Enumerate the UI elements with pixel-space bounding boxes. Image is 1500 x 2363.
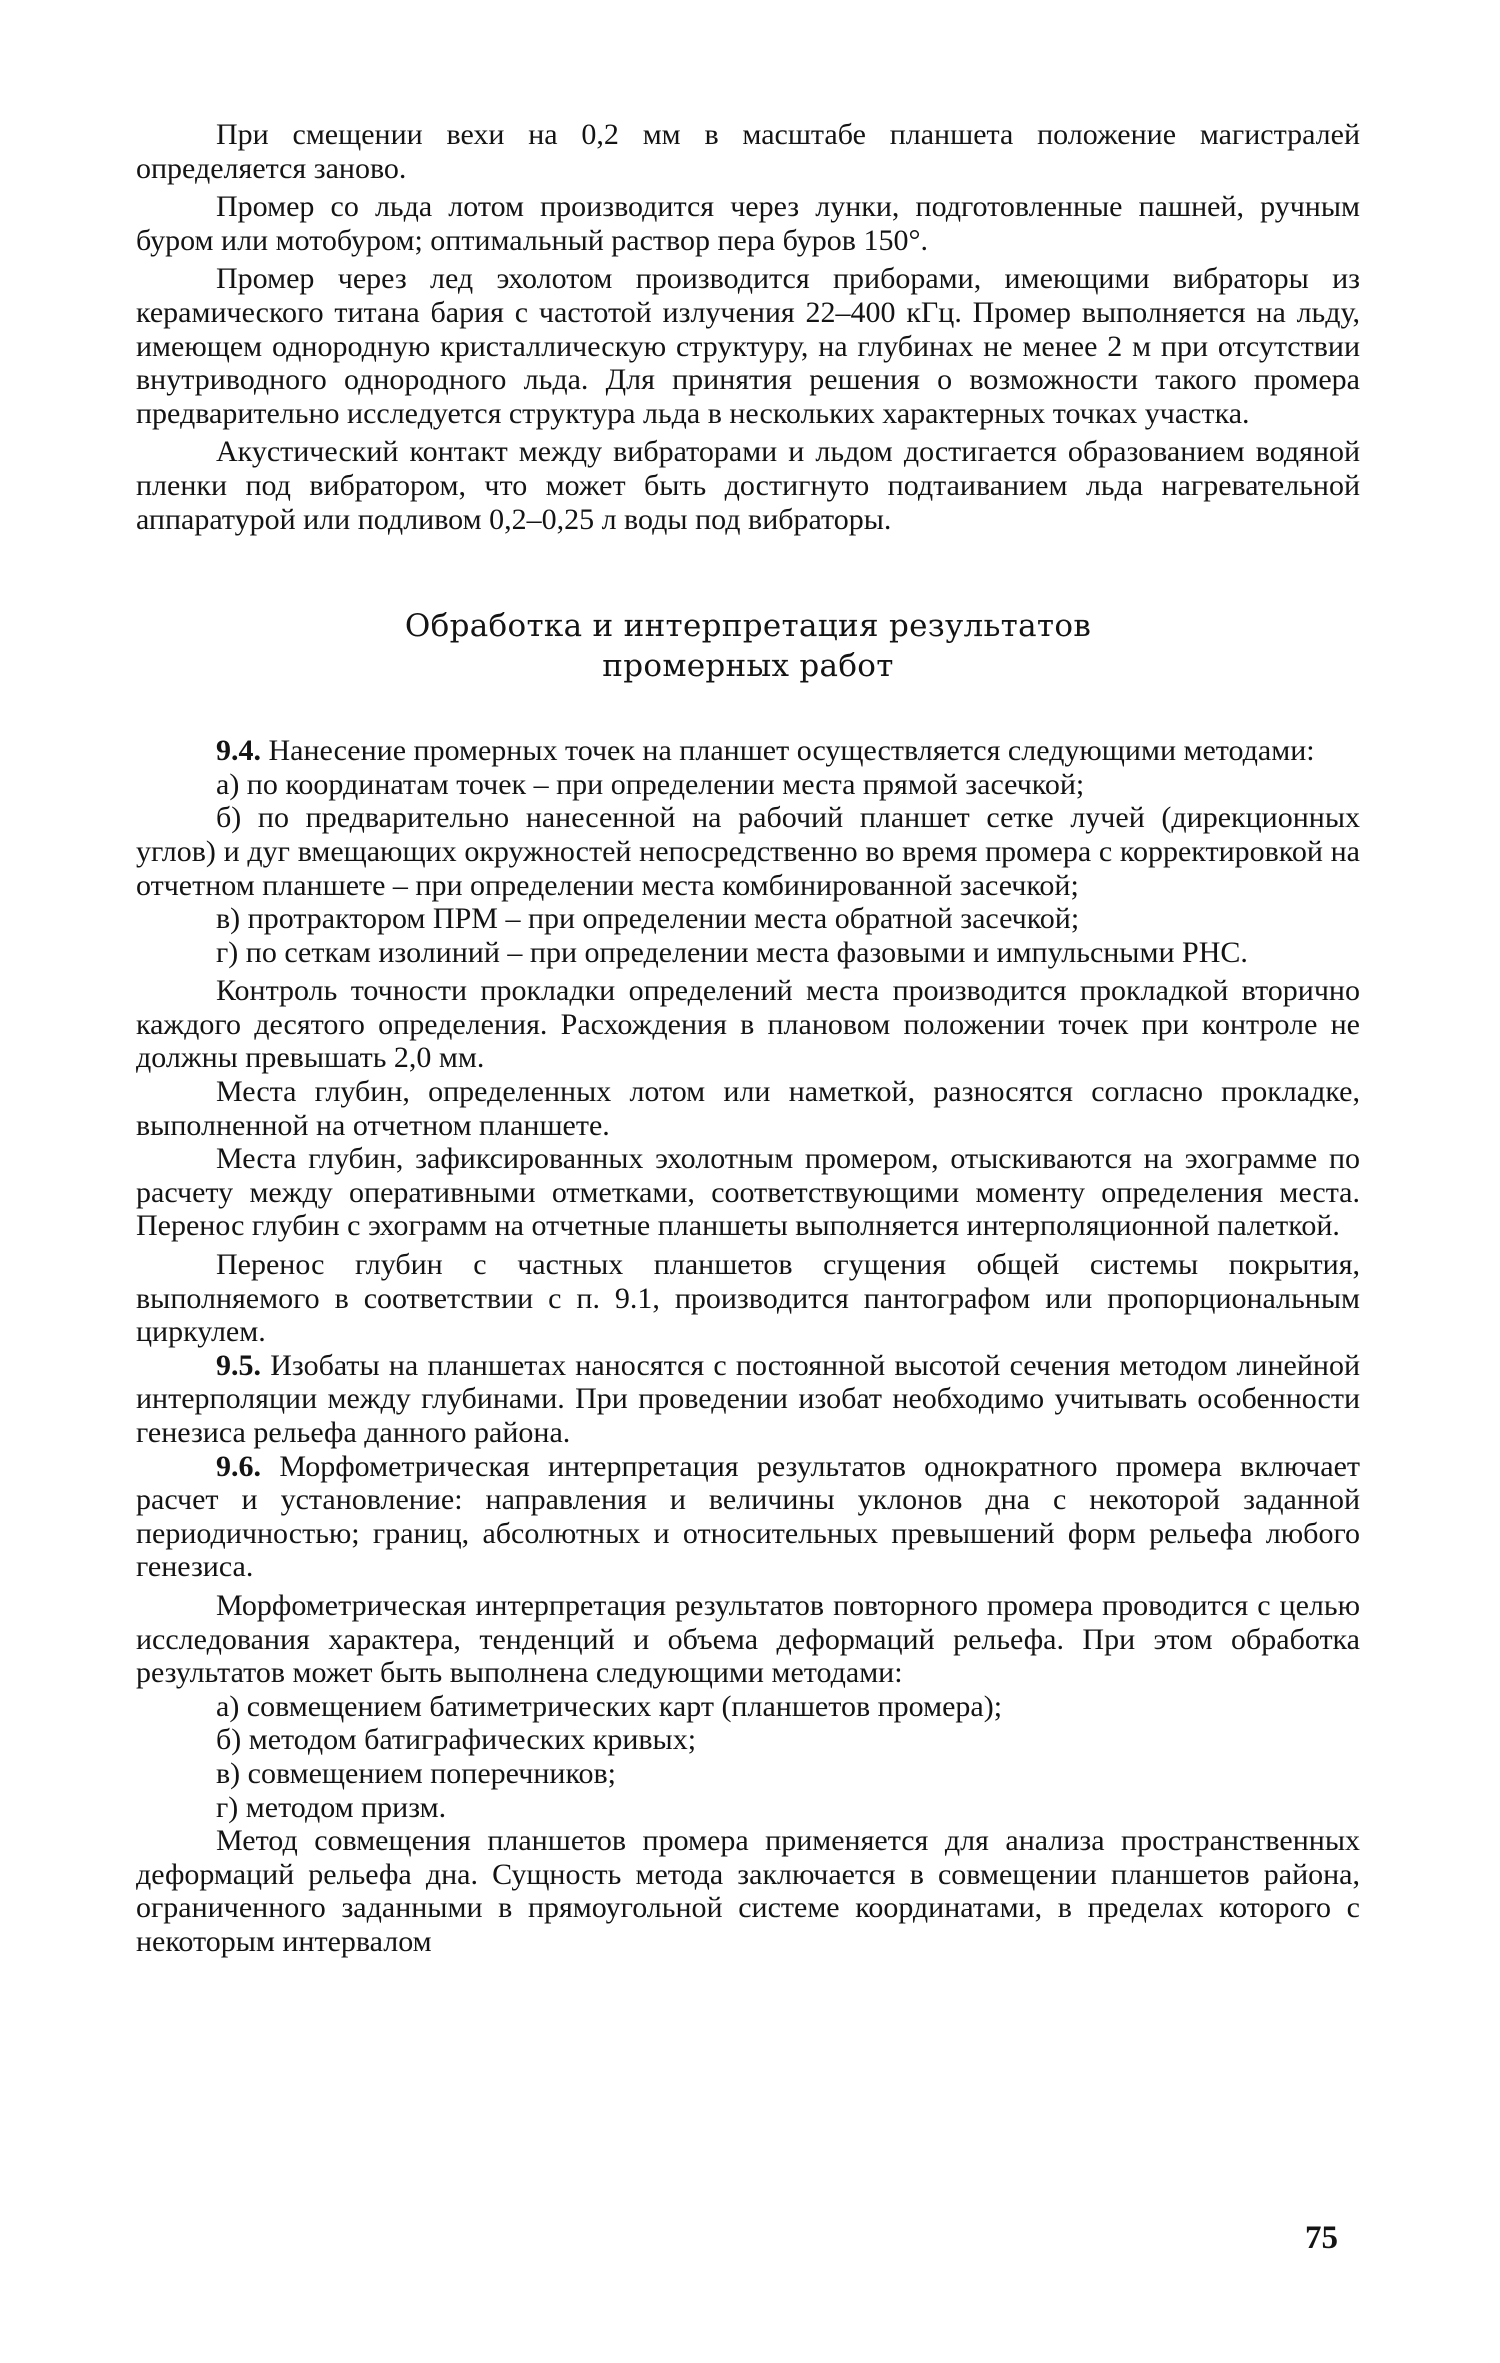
heading-line-2: промерных работ (602, 648, 894, 685)
list-item-9-6-c: в) совмещением поперечников; (216, 1756, 616, 1790)
clause-number-9-4: 9.4. (216, 734, 261, 768)
paragraph-repeat-sounding: Морфометрическая интерпретация результатов повторного промера проводится с целью исследования характера, тенденций и объема деформаций рельефа. При этом обработка результатов может быть выполнена следующими методами: (136, 1588, 1360, 1690)
paragraph-shift: При смещении вехи на 0,2 мм в масштабе планшета положение магистралей определяется заново. (136, 118, 1360, 185)
paragraph-overlay-method: Метод совмещения планшетов промера применяется для анализа пространственных деформаций рельефа дна. Сущность метода заключается в совмещении планшетов района, ограниченного заданными в прямоугольной системе координатами, в пределах которого с некоторым интервалом (136, 1824, 1360, 1958)
list-item-9-4-b: б) по предварительно нанесенной на рабочий планшет сетке лучей (дирекционных углов) и дуг вмещающих окружностей непосредственно во время промера с корректировкой на отчетном планшете – при определении места комбинированной засечкой; (136, 801, 1360, 902)
paragraph-control-accuracy: Контроль точности прокладки определений места производится прокладкой вторично каждого десятого определения. Расхождения в плановом положении точек при контроле не должны превышать 2,0 мм. (136, 974, 1360, 1075)
list-item-9-4-c: в) протрактором ПРМ – при определении места обратной засечкой; (216, 902, 1080, 936)
clause-text-9-6: Морфометрическая интерпретация результатов однократного промера включает расчет и установление: направления и величины уклонов дна с некоторой заданной периодичностью; границ, абсолютных и относительных превышений форм рельефа любого генезиса. (136, 1449, 1360, 1584)
list-item-9-6-a: а) совмещением батиметрических карт (планшетов промера); (216, 1689, 1003, 1723)
list-item-9-6-d: г) методом призм. (216, 1790, 447, 1824)
page-body (136, 118, 1360, 1959)
section-heading (136, 606, 1360, 686)
paragraph-depth-transfer: Перенос глубин с частных планшетов сгущения общей системы покрытия, выполняемого в соответствии с п. 9.1, производится пантографом или пропорциональным циркулем. (136, 1248, 1360, 1349)
page-number: 75 (1305, 2220, 1338, 2256)
clause-text-9-4: Нанесение промерных точек на планшет осуществляется следующими методами: (268, 734, 1315, 768)
paragraph-echo-depths: Места глубин, зафиксированных эхолотным промером, отыскиваются на эхограмме по расчету между оперативными отметками, соответствующими моменту определения места. Перенос глубин с эхограмм на отчетные планшеты выполняется интерполяционной палеткой. (136, 1142, 1360, 1243)
paragraph-9-6 (136, 1450, 1360, 1584)
list-item-9-4-a: а) по координатам точек – при определении места прямой засечкой; (216, 767, 1085, 801)
paragraph-9-4 (136, 734, 1360, 768)
paragraph-lead-depths: Места глубин, определенных лотом или наметкой, разносятся согласно прокладке, выполненной на отчетном планшете. (136, 1075, 1360, 1142)
list-item-9-6-b: б) методом батиграфических кривых; (216, 1723, 697, 1757)
clause-number-9-5: 9.5. (216, 1348, 261, 1382)
paragraph-ice-lead-sounding: Промер со льда лотом производится через лунки, подготовленные пашней, ручным буром или мотобуром; оптимальный раствор пера буров 150°. (136, 190, 1360, 257)
paragraph-9-5 (136, 1349, 1360, 1450)
paragraph-acoustic-contact: Акустический контакт между вибраторами и льдом достигается образованием водяной пленки под вибратором, что может быть достигнуто подтаиванием льда нагревательной аппаратурой или подливом 0,2–0,25 л воды под вибраторы. (136, 435, 1360, 536)
list-item-9-4-d: г) по сеткам изолиний – при определении места фазовыми и импульсными РНС. (216, 935, 1248, 969)
paragraph-echosounder: Промер через лед эхолотом производится приборами, имеющими вибраторы из керамического титана бария с частотой излучения 22–400 кГц. Промер выполняется на льду, имеющем однородную кристаллическую структуру, на глубинах не менее 2 м при отсутствии внутриводного однородного льда. Для принятия решения о возможности такого промера предварительно исследуется структура льда в нескольких характерных точках участка. (136, 262, 1360, 430)
clause-number-9-6: 9.6. (216, 1449, 261, 1483)
clause-text-9-5: Изобаты на планшетах наносятся с постоянной высотой сечения методом линейной интерполяции между глубинами. При проведении изобат необходимо учитывать особенности генезиса рельефа данного района. (136, 1348, 1361, 1449)
heading-line-1: Обработка и интерпретация результатов (404, 608, 1092, 645)
